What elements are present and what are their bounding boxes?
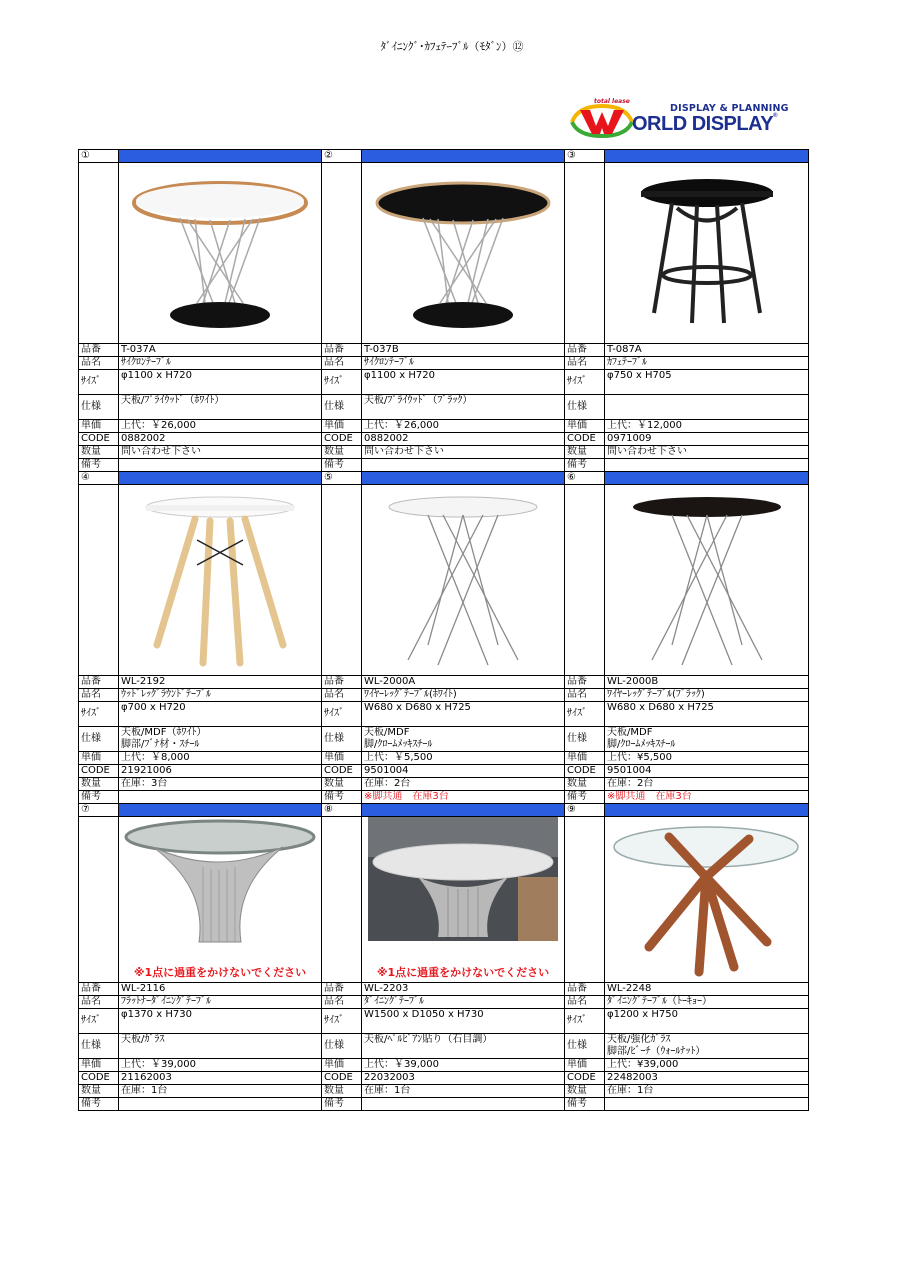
product-spec [119,727,322,752]
product-number: ⑧ [322,804,362,817]
spec-line-1: 天板/強化ｶﾞﾗｽ [607,1034,671,1045]
product-size: φ1370 x H730 [119,1009,322,1034]
row-spec [79,727,809,752]
label-name: 品名 [322,689,362,702]
label-code_no: 品番 [79,983,119,996]
spec-line-2: 脚部/ﾋﾞｰﾁ（ｳｫｰﾙﾅｯﾄ） [607,1046,706,1057]
product-code-no: WL-2000B [605,676,809,689]
label-name: 品名 [565,689,605,702]
label-note: 備考 [322,459,362,472]
label-name: 品名 [565,996,605,1009]
cyclone-table-black-icon [364,163,562,343]
product-number-row [79,804,809,817]
glass-walnut-table-icon [607,817,806,982]
label-spec: 仕様 [565,727,605,752]
product-code-no: WL-2192 [119,676,322,689]
product-code: 21162003 [119,1072,322,1085]
product-name: ｻｲｸﾛﾝﾃｰﾌﾞﾙ [119,357,322,370]
logo-name: ORLD DISPLAY® [632,113,777,135]
spec-line-2: 脚/ｸﾛｰﾑﾒｯｷｽﾁｰﾙ [364,739,433,750]
label-qty: 数量 [79,778,119,791]
product-quantity: 在庫：2台 [362,778,565,791]
weight-warning: ※1点に過重をかけないでください [133,966,307,979]
label-name: 品名 [79,689,119,702]
product-spec [362,1034,565,1059]
label-spec: 仕様 [79,727,119,752]
label-spec: 仕様 [322,1034,362,1059]
product-code-no: WL-2000A [362,676,565,689]
header-bar [119,804,322,817]
product-note [119,791,322,804]
product-name: ﾜｲﾔｰﾚｯｸﾞﾃｰﾌﾞﾙ(ﾌﾞﾗｯｸ) [605,689,809,702]
product-quantity: 在庫：3台 [119,778,322,791]
product-number: ⑨ [565,804,605,817]
label-size: ｻｲｽﾞ [79,1009,119,1034]
product-spec [605,727,809,752]
label-code_no: 品番 [322,676,362,689]
photo-gutter [565,817,605,983]
product-spec [605,395,809,420]
product-code: 9501004 [362,765,565,778]
product-code: 0882002 [362,433,565,446]
product-note [605,1098,809,1111]
label-code: CODE [565,1072,605,1085]
row-note [79,1098,809,1111]
header-bar [362,150,565,163]
product-size: φ1100 x H720 [362,370,565,395]
label-qty: 数量 [565,778,605,791]
product-photo-cell [362,485,565,676]
row-size [79,1009,809,1034]
label-code: CODE [79,433,119,446]
product-code-no: WL-2203 [362,983,565,996]
label-qty: 数量 [79,446,119,459]
row-size [79,370,809,395]
label-name: 品名 [565,357,605,370]
product-code-no: WL-2116 [119,983,322,996]
label-spec: 仕様 [565,395,605,420]
label-size: ｻｲｽﾞ [322,370,362,395]
label-name: 品名 [322,357,362,370]
product-quantity: 在庫：1台 [362,1085,565,1098]
photo-gutter [322,163,362,344]
product-number: ⑤ [322,472,362,485]
label-spec: 仕様 [322,727,362,752]
label-qty: 数量 [565,1085,605,1098]
label-price: 単価 [322,752,362,765]
label-price: 単価 [565,420,605,433]
company-logo [570,100,806,140]
spec-line-1: 天板/MDF [607,727,653,738]
row-name [79,996,809,1009]
label-spec: 仕様 [79,1034,119,1059]
label-price: 単価 [565,1059,605,1072]
product-number-row [79,150,809,163]
product-quantity: 問い合わせ下さい [119,446,322,459]
product-photo-cell [119,163,322,344]
label-size: ｻｲｽﾞ [79,702,119,727]
row-size [79,702,809,727]
label-qty: 数量 [322,446,362,459]
product-size: φ700 x H720 [119,702,322,727]
product-code: 22482003 [605,1072,809,1085]
row-note [79,791,809,804]
photo-gutter [565,485,605,676]
logo-tagline: DISPLAY & PLANNING [670,103,789,114]
product-code: 22032003 [362,1072,565,1085]
label-code: CODE [79,765,119,778]
row-code [79,433,809,446]
label-note: 備考 [79,791,119,804]
row-qty [79,446,809,459]
label-size: ｻｲｽﾞ [565,370,605,395]
label-code_no: 品番 [79,344,119,357]
product-code: 0882002 [119,433,322,446]
label-price: 単価 [79,752,119,765]
header-bar [605,804,809,817]
product-size: φ1100 x H720 [119,370,322,395]
product-price: 上代：￥39,000 [119,1059,322,1072]
row-price [79,752,809,765]
label-code_no: 品番 [565,344,605,357]
label-name: 品名 [79,996,119,1009]
label-code: CODE [79,1072,119,1085]
product-price: 上代：￥26,000 [119,420,322,433]
photo-gutter [79,485,119,676]
product-number-row [79,472,809,485]
label-code_no: 品番 [322,344,362,357]
product-name: ﾀﾞｲﾆﾝｸﾞﾃｰﾌﾞﾙ [362,996,565,1009]
photo-gutter [79,163,119,344]
label-code: CODE [322,433,362,446]
spec-line-2: 脚部/ﾌﾞﾅ材・ｽﾁｰﾙ [121,739,200,750]
product-code-no: WL-2248 [605,983,809,996]
row-price [79,420,809,433]
product-quantity: 問い合わせ下さい [605,446,809,459]
wire-leg-table-black-icon [607,485,806,675]
label-price: 単価 [322,1059,362,1072]
product-note [362,459,565,472]
row-spec [79,395,809,420]
product-price: 上代：￥5,500 [362,752,565,765]
product-name: ﾀﾞｲﾆﾝｸﾞﾃｰﾌﾞﾙ（ﾄｰｷｮｰ） [605,996,809,1009]
product-photo-cell [119,817,322,983]
product-note [119,1098,322,1111]
product-photo-row [79,817,809,983]
label-code_no: 品番 [565,983,605,996]
product-spec [119,1034,322,1059]
product-spec [605,1034,809,1059]
photo-gutter [322,817,362,983]
label-name: 品名 [79,357,119,370]
product-name: ﾌﾗｯﾄﾅｰﾀﾞｲﾆﾝｸﾞﾃｰﾌﾞﾙ [119,996,322,1009]
label-note: 備考 [79,459,119,472]
label-note: 備考 [79,1098,119,1111]
label-code_no: 品番 [322,983,362,996]
header-bar [362,804,565,817]
product-note [605,459,809,472]
product-number: ⑥ [565,472,605,485]
label-price: 単価 [322,420,362,433]
product-photo-cell [605,485,809,676]
label-size: ｻｲｽﾞ [322,702,362,727]
row-code [79,1072,809,1085]
header-bar [605,150,809,163]
label-size: ｻｲｽﾞ [565,702,605,727]
label-code_no: 品番 [565,676,605,689]
cafe-table-icon [607,163,806,343]
label-note: 備考 [565,1098,605,1111]
product-quantity: 在庫：1台 [605,1085,809,1098]
product-note: ※脚共通 在庫3台 [605,791,809,804]
spec-line-1: 天板/ﾌﾟﾗｲｳｯﾄﾞ（ﾎﾜｲﾄ） [121,395,225,406]
product-number: ④ [79,472,119,485]
product-photo-cell [605,163,809,344]
platner-stone-table-photo [364,817,562,941]
header-bar [605,472,809,485]
label-note: 備考 [565,459,605,472]
product-number: ① [79,150,119,163]
product-size: φ1200 x H750 [605,1009,809,1034]
product-spec [362,395,565,420]
photo-gutter [322,485,362,676]
product-quantity: 問い合わせ下さい [362,446,565,459]
product-note [362,1098,565,1111]
weight-warning: ※1点に過重をかけないでください [376,966,550,979]
label-note: 備考 [322,1098,362,1111]
spec-line-1: 天板/MDF（ﾎﾜｲﾄ） [121,727,207,738]
product-number: ③ [565,150,605,163]
spec-line-1: 天板/ｶﾞﾗｽ [121,1034,165,1045]
row-qty [79,1085,809,1098]
product-quantity: 在庫：2台 [605,778,809,791]
product-photo-row [79,163,809,344]
wood-leg-table-icon [121,485,319,670]
product-size: W680 x D680 x H725 [362,702,565,727]
product-name: ｶﾌｪﾃｰﾌﾞﾙ [605,357,809,370]
product-photo-row [79,485,809,676]
label-code_no: 品番 [79,676,119,689]
product-photo-cell [605,817,809,983]
row-code_no [79,676,809,689]
label-size: ｻｲｽﾞ [565,1009,605,1034]
product-spec [119,395,322,420]
photo-gutter [79,817,119,983]
product-price: 上代：￥39,000 [362,1059,565,1072]
wire-leg-table-white-icon [364,485,562,675]
label-name: 品名 [322,996,362,1009]
label-code: CODE [565,433,605,446]
product-code-no: T-037A [119,344,322,357]
logo-w-icon [570,100,634,138]
product-code: 9501004 [605,765,809,778]
product-size: W1500 x D1050 x H730 [362,1009,565,1034]
row-spec [79,1034,809,1059]
row-code_no [79,344,809,357]
photo-gutter [565,163,605,344]
header-bar [119,150,322,163]
product-price: 上代：¥39,000 [605,1059,809,1072]
platner-glass-table-icon [121,817,319,967]
label-note: 備考 [565,791,605,804]
label-price: 単価 [79,1059,119,1072]
label-size: ｻｲｽﾞ [322,1009,362,1034]
header-bar [119,472,322,485]
label-note: 備考 [322,791,362,804]
product-code-no: T-087A [605,344,809,357]
label-spec: 仕様 [79,395,119,420]
label-code: CODE [322,765,362,778]
page-title: ﾀﾞｲﾆﾝｸﾞ･ｶﾌｪﾃｰﾌﾞﾙ（ﾓﾀﾞﾝ）⑫ [380,40,524,53]
label-qty: 数量 [565,446,605,459]
row-name [79,689,809,702]
label-size: ｻｲｽﾞ [79,370,119,395]
product-photo-cell [362,163,565,344]
label-price: 単価 [565,752,605,765]
label-spec: 仕様 [565,1034,605,1059]
logo-small-text: total lease [594,98,630,105]
product-price: 上代：￥8,000 [119,752,322,765]
product-price: 上代：¥5,500 [605,752,809,765]
product-code: 0971009 [605,433,809,446]
product-name: ﾜｲﾔｰﾚｯｸﾞﾃｰﾌﾞﾙ(ﾎﾜｲﾄ) [362,689,565,702]
label-qty: 数量 [79,1085,119,1098]
product-quantity: 在庫：1台 [119,1085,322,1098]
cyclone-table-white-icon [121,163,319,343]
label-qty: 数量 [322,778,362,791]
label-price: 単価 [79,420,119,433]
header-bar [362,472,565,485]
product-size: φ750 x H705 [605,370,809,395]
spec-line-1: 天板/ﾌﾟﾗｲｳｯﾄﾞ（ﾌﾞﾗｯｸ） [364,395,473,406]
label-code: CODE [322,1072,362,1085]
product-price: 上代：￥12,000 [605,420,809,433]
product-name: ｻｲｸﾛﾝﾃｰﾌﾞﾙ [362,357,565,370]
product-name: ｳｯﾄﾞﾚｯｸﾞﾗｳﾝﾄﾞﾃｰﾌﾞﾙ [119,689,322,702]
row-price [79,1059,809,1072]
label-code: CODE [565,765,605,778]
spec-line-2: 脚/ｸﾛｰﾑﾒｯｷｽﾁｰﾙ [607,739,676,750]
product-photo-cell [362,817,565,983]
product-code: 21921006 [119,765,322,778]
product-note [119,459,322,472]
label-spec: 仕様 [322,395,362,420]
row-code [79,765,809,778]
row-qty [79,778,809,791]
row-name [79,357,809,370]
product-note: ※脚共通 在庫3台 [362,791,565,804]
product-price: 上代：￥26,000 [362,420,565,433]
product-photo-cell [119,485,322,676]
label-qty: 数量 [322,1085,362,1098]
product-code-no: T-037B [362,344,565,357]
row-note [79,459,809,472]
product-size: W680 x D680 x H725 [605,702,809,727]
product-number: ⑦ [79,804,119,817]
product-number: ② [322,150,362,163]
row-code_no [79,983,809,996]
product-spec [362,727,565,752]
spec-line-1: 天板/ﾍﾟﾙﾋﾞｱﾝ貼り（石目調） [364,1034,493,1045]
spec-line-1: 天板/MDF [364,727,410,738]
product-grid [78,149,809,1111]
